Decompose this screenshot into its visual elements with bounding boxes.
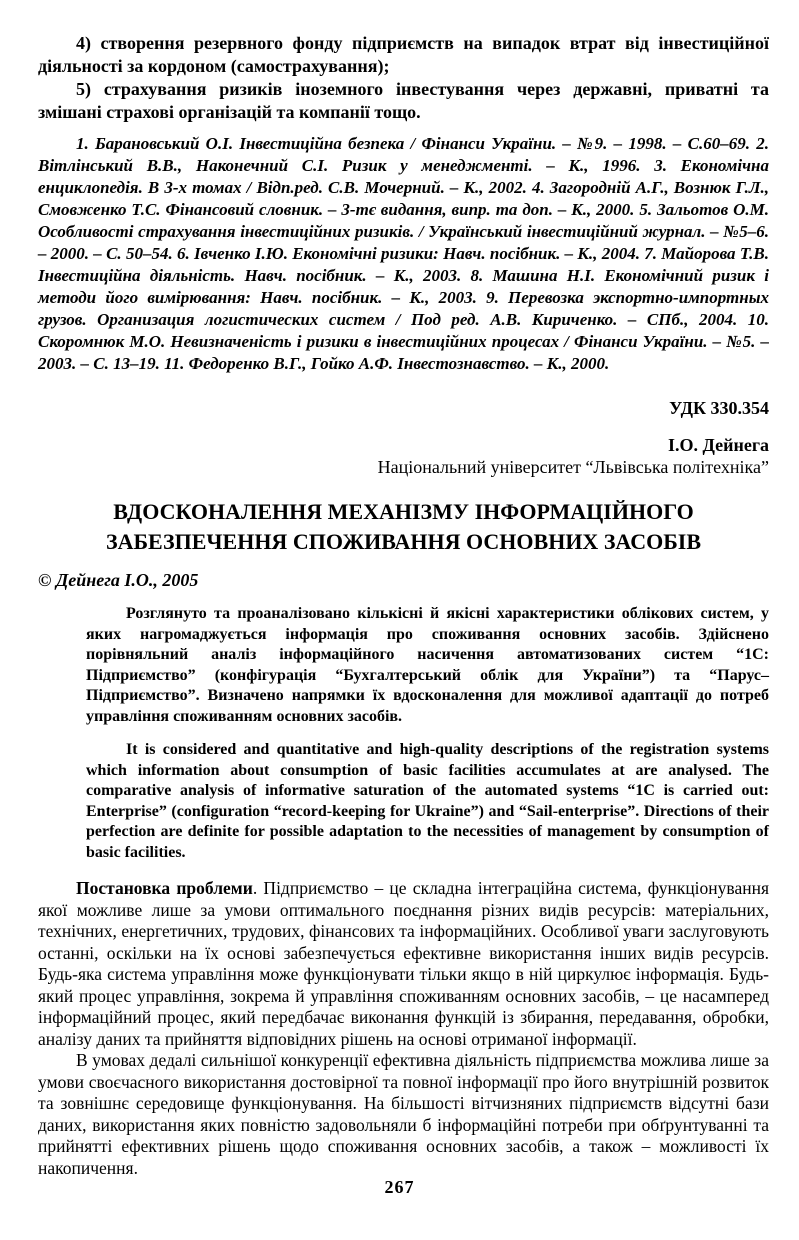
udk-code: УДК 330.354 [669,398,769,418]
article-title-line2: ЗАБЕЗПЕЧЕННЯ СПОЖИВАННЯ ОСНОВНИХ ЗАСОБІВ [106,529,701,554]
abstract-english: It is considered and quantitative and high-quality descriptions of the registration systems which information about consumption of basic facilities accumulates at are analysed. The comparative analysis of informative saturation of the automated systems “1C is carried out: Enterprise” (configuration “record-keeping for Ukraine”) and “Sail-enterprise”. Directions of their perfection are definite for possible adaptation to the necessities of management by consumption of basic facilities. [86,741,769,861]
paragraph-problem-statement [38,878,769,1050]
article-title-line1: ВДОСКОНАЛЕННЯ МЕХАНІЗМУ ІНФОРМАЦІЙНОГО [113,499,694,524]
institution-name: Національний університет “Львівська політехніка” [377,457,769,477]
list-item-5: 5) страхування ризиків іноземного інвестування через державні, приватні та змішані страхові організацій та компанії тощо. [38,79,769,122]
paragraph-lead-heading: Постановка проблеми [76,878,253,898]
paragraph-problem-statement-text: . Підприємство – це складна інтеграційна система, функціонування якої можливе лише за умови оптимального поєднання різних видів ресурсів: матеріальних, технічних, енергетичних, трудових, фінансових та інформаційних. Особливої уваги заслуговують останні, оскільки на їх основі забезпечується ефективне використання інших видів ресурсів. Будь-яка система управління може функціонувати тільки якщо в ній циркулює інформація. Будь-який процес управління, зокрема й управління споживанням основних засобів, – це насамперед інформаційний процес, який передбачає виконання функцій із збирання, передавання, обробки, аналізу даних та прийняття відповідних рішень на основі отриманої інформації. [38,878,769,1049]
copyright-line: © Дейнега І.О., 2005 [38,570,199,590]
page-number: 267 [384,1177,415,1197]
author-name: І.О. Дейнега [667,435,769,455]
list-item-4: 4) створення резервного фонду підприємств на випадок втрат від інвестиційної діяльності за кордоном (самострахування); [38,33,769,76]
references-list: 1. Барановський О.І. Інвестиційна безпека / Фінанси України. – №9. – 1998. – С.60–69. 2. Вітлінський В.В., Наконечний С.І. Ризик у менеджменті. – К., 1996. 3. Економічна енциклопедія. В 3-х томах / Відп.ред. С.В. Мочерний. – К., 2002. 4. Загородній А.Г., Вознюк Г.Л., Смовженко Т.С. Фінансовий словник. – 3-тє видання, випр. та доп. – К., 2000. 5. Зальотов О.М. Особливості страхування інвестиційних ризиків. / Український інвестиційний журнал. – №5–6. – 2000. – С. 50–54. 6. Івченко І.Ю. Економічні ризики: Навч. посібник. – К., 2004. 7. Майорова Т.В. Інвестиційна діяльність. Навч. посібник. – К., 2003. 8. Машина Н.І. Економічний ризик і методи його вимірювання: Навч. посібник. – К., 2003. 9. Перевозка экспортно-импортных грузов. Организация логистических систем / Под ред. А.В. Кириченко. – СПб., 2004. 10. Скоромнюк М.О. Невизначеність і ризики в інвестиційних процесах / Фінанси України. – №5. – 2003. – С. 13–19. 11. Федоренко В.Г., Гойко А.Ф. Інвестознавство. – К., 2000. [38,134,769,373]
paragraph-competition: В умовах дедалі сильнішої конкуренції ефективна діяльність підприємства можлива лише за умови своєчасного використання достовірної та повної інформації про його внутрішній розвиток та зовнішнє середовище функціонування. На більшості вітчизняних підприємств відсутні бази даних, використання яких повністю задовольняли б інформаційні потреби при обґрунтуванні та прийнятті ефективних рішень щодо споживання основних засобів, а також – можливості їх накопичення. [38,1050,769,1178]
abstract-ukrainian: Розглянуто та проаналізовано кількісні й якісні характеристики облікових систем, у яких нагромаджується інформація про споживання основних засобів. Здійснено порівняльний аналіз інформаційного насичення автоматизованих систем “1С: Підприємство” (конфігурація “Бухгалтерський облік для України”) та “Парус–Підприємство”. Визначено напрямки їх вдосконалення для можливої адаптації до потреб управління споживанням основних засобів. [86,605,769,725]
article-title [38,497,769,557]
